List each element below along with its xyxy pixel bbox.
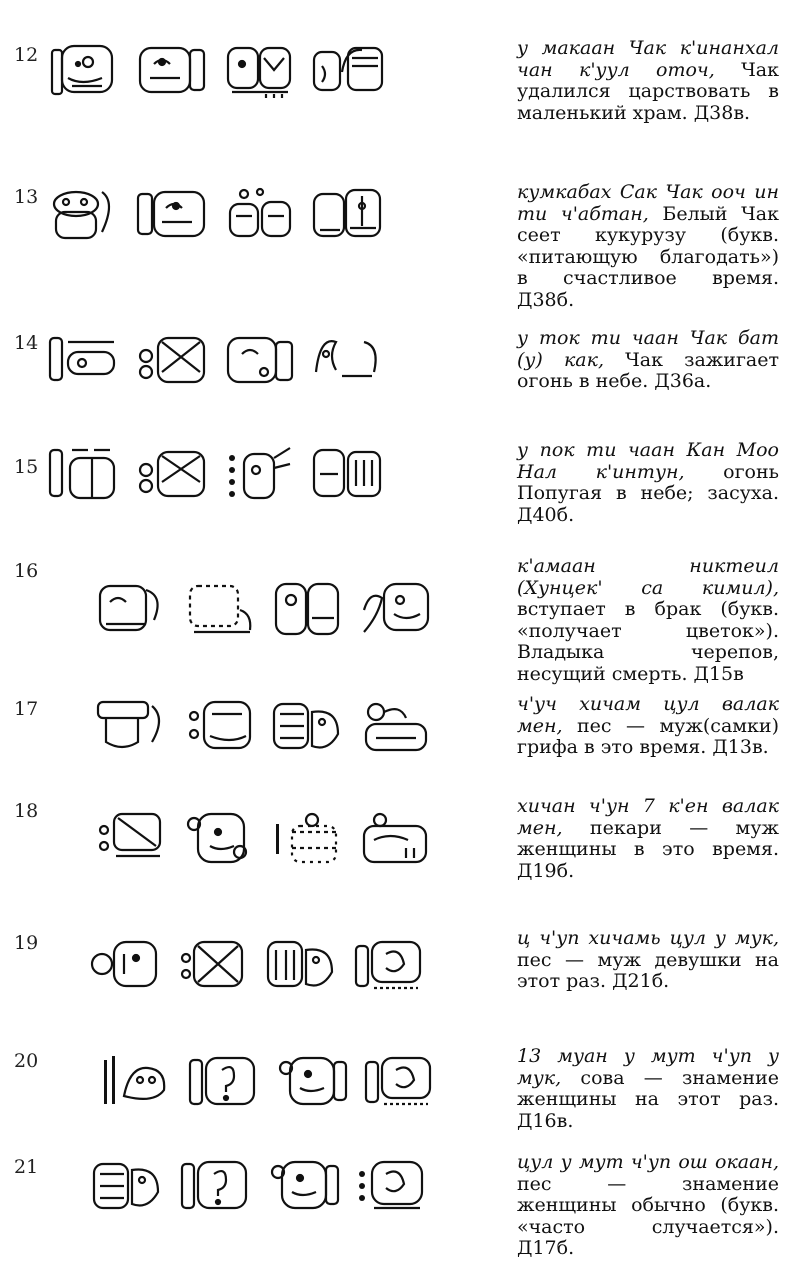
maya-glyph-icon: [224, 186, 296, 244]
entry-number: 13: [14, 186, 39, 208]
maya-glyph-icon: [360, 810, 432, 868]
maya-glyph-icon: [356, 1156, 428, 1214]
maya-glyph-icon: [178, 936, 250, 994]
translation-text: [517, 1046, 779, 1132]
maya-glyph-icon: [354, 936, 426, 994]
translation-text: [517, 328, 779, 393]
glyph-row: [100, 1052, 436, 1110]
glyph-row: [48, 444, 384, 502]
maya-glyph-icon: [272, 698, 344, 756]
translation: вступает в брак (букв. «получает цветок»). Владыка черепов, несущий смерть. Д15в: [517, 598, 779, 685]
entry-number: 12: [14, 44, 39, 66]
transliteration: ц ч'уп хичамь цул у мук,: [517, 927, 779, 949]
translation: пес — знамение женщины обычно (букв. «часто случается»). Д17б.: [517, 1172, 779, 1259]
glyph-row: [90, 936, 426, 994]
transliteration: 13 муан у мут ч'уп у мук,: [517, 1045, 779, 1089]
entry-number: 18: [14, 800, 39, 822]
maya-glyph-icon: [224, 444, 296, 502]
maya-glyph-icon: [136, 186, 208, 244]
translation-text: [517, 38, 779, 124]
maya-glyph-icon: [184, 580, 256, 638]
entry-number: 17: [14, 698, 39, 720]
entry-number: 16: [14, 560, 39, 582]
translation-text: [517, 182, 779, 311]
entry-number: 15: [14, 456, 39, 478]
entry-number: 14: [14, 332, 39, 354]
maya-glyph-icon: [224, 332, 296, 390]
transliteration: у пок ти чаан Кан Моо Нал к'интун,: [517, 439, 779, 483]
translation-text: [517, 796, 779, 882]
maya-glyph-icon: [224, 42, 296, 100]
maya-glyph-icon: [276, 1052, 348, 1110]
maya-glyph-icon: [96, 580, 168, 638]
transliteration: хичан ч'ун 7 к'ен валак мен,: [517, 795, 779, 839]
maya-glyph-icon: [136, 444, 208, 502]
maya-glyph-icon: [272, 810, 344, 868]
transliteration: ч'уч хичам цул валак мен,: [517, 693, 779, 737]
translation-text: [517, 694, 779, 759]
translation-text: [517, 1152, 779, 1260]
translation: Чак зажигает огонь в небе. Д36а.: [517, 348, 779, 392]
glyph-row: [96, 580, 432, 638]
maya-glyph-icon: [188, 1052, 260, 1110]
transliteration: к'амаан никтеил (Хунцек' са кимил),: [517, 555, 779, 599]
translation: пес — муж девушки на этот раз. Д21б.: [517, 948, 779, 992]
maya-glyph-icon: [268, 1156, 340, 1214]
transliteration: цул у мут ч'уп ош окаан,: [517, 1151, 779, 1173]
maya-glyph-icon: [266, 936, 338, 994]
maya-glyph-icon: [360, 698, 432, 756]
maya-glyph-icon: [272, 580, 344, 638]
transliteration: у макаан Чак к'инанхал чан к'уул оточ,: [517, 37, 779, 81]
transliteration: кумкабах Сак Чак ооч ин ти ч'абтан,: [517, 181, 779, 225]
maya-glyph-icon: [312, 444, 384, 502]
glyph-row: [48, 332, 384, 390]
maya-glyph-icon: [100, 1052, 172, 1110]
maya-glyph-icon: [48, 332, 120, 390]
maya-glyph-icon: [312, 186, 384, 244]
glyph-row: [48, 42, 384, 100]
glyph-row: [48, 186, 384, 244]
translation: сова — знамение женщины на этот раз. Д16в.: [517, 1066, 779, 1132]
translation: Белый Чак сеет кукурузу (букв. «питающую благодать») в счастливое время. Д38б.: [517, 202, 779, 311]
translation-text: [517, 556, 779, 685]
maya-glyph-icon: [184, 698, 256, 756]
entry-number: 21: [14, 1156, 39, 1178]
maya-glyph-icon: [180, 1156, 252, 1214]
maya-glyph-icon: [48, 42, 120, 100]
maya-glyph-icon: [90, 936, 162, 994]
translation-text: [517, 440, 779, 526]
maya-glyph-icon: [312, 42, 384, 100]
entry-number: 20: [14, 1050, 39, 1072]
maya-glyph-icon: [96, 698, 168, 756]
maya-glyph-icon: [136, 332, 208, 390]
maya-glyph-icon: [360, 580, 432, 638]
glyph-row: [96, 810, 432, 868]
maya-glyph-icon: [92, 1156, 164, 1214]
maya-glyph-icon: [48, 444, 120, 502]
transliteration: у ток ти чаан Чак бат (у) как,: [517, 327, 779, 371]
maya-glyph-icon: [364, 1052, 436, 1110]
maya-glyph-icon: [96, 810, 168, 868]
maya-glyph-icon: [184, 810, 256, 868]
maya-glyph-icon: [312, 332, 384, 390]
maya-glyph-icon: [48, 186, 120, 244]
glyph-row: [92, 1156, 428, 1214]
translation: огонь Попугая в небе; засуха. Д40б.: [517, 460, 779, 526]
translation: пес — муж(самки) грифа в это время. Д13в.: [517, 714, 779, 758]
translation: Чак удалился царствовать в маленький храм. Д38в.: [517, 58, 779, 124]
entry-number: 19: [14, 932, 39, 954]
glyph-row: [96, 698, 432, 756]
translation: пекари — муж женщины в это время. Д19б.: [517, 816, 779, 882]
translation-text: [517, 928, 779, 993]
maya-glyph-icon: [136, 42, 208, 100]
